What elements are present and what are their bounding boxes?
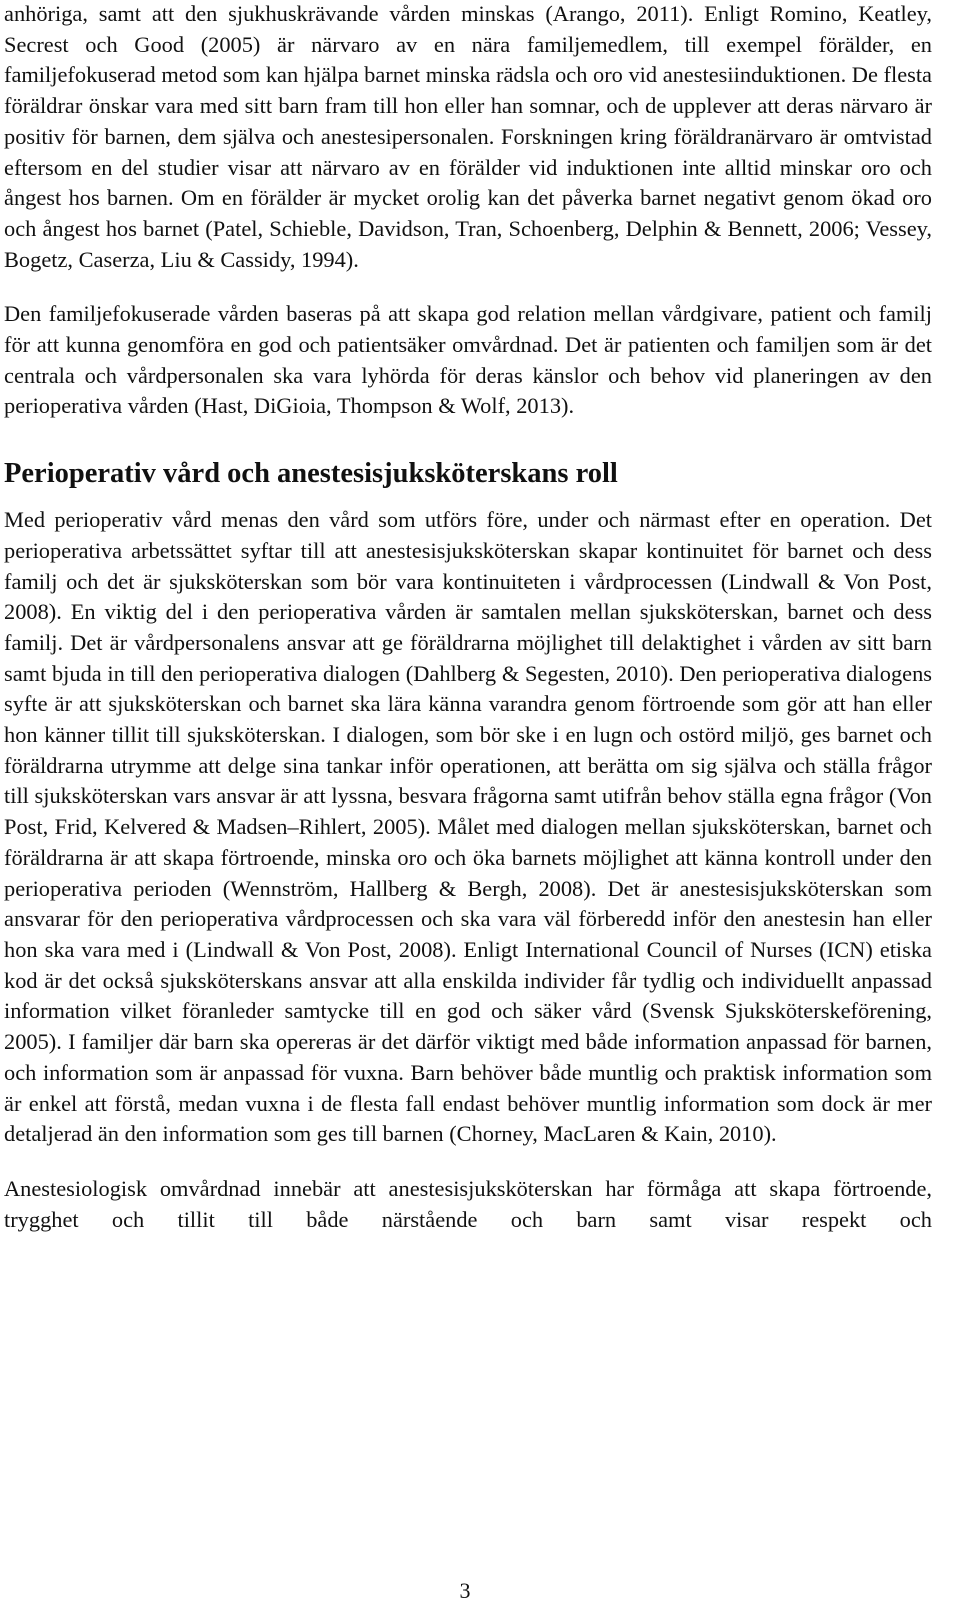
document-page [4, 0, 932, 1235]
page-number: 3 [459, 1578, 471, 1603]
body-paragraph: anhöriga, samt att den sjukhuskrävande vården minskas (Arango, 2011). Enligt Romino, Keatley, Secrest och Good (2005) är närvaro av en nära familjemedlem, till exempel förälder, en familjefokuserad metod som kan hjälpa barnet minska rädsla och oro vid anestesiinduktionen. De flesta föräldrar önskar vara med sitt barn fram till hon eller han somnar, och de upplever att deras närvaro är positiv för barnen, dem själva och anestesipersonalen. Forskningen kring föräldranärvaro är omtvistad eftersom en del studier visar att närvaro av en förälder vid induktionen inte alltid minskar oro och ångest hos barnen. Om en förälder är mycket orolig kan det påverka barnet negativt genom ökad oro och ångest hos barnet (Patel, Schieble, Davidson, Tran, Schoenberg, Delphin & Bennett, 2006; Vessey, Bogetz, Caserza, Liu & Cassidy, 1994). [4, 1, 932, 272]
body-paragraph: Anestesiologisk omvårdnad innebär att anestesisjuksköterskan har förmåga att skapa förtroende, trygghet och tillit till både närstående och barn samt visar respekt och [4, 1175, 932, 1232]
body-paragraph: Med perioperativ vård menas den vård som utförs före, under och närmast efter en operation. Det perioperativa arbetssättet syftar till att anestesisjuksköterskan skapar kontinuitet för barnet och dess familj och det är sjuksköterskan som bör vara kontinuiteten i vårdprocessen (Lindwall & Von Post, 2008). En viktig del i den perioperativa vården är samtalen mellan sjuksköterskan, barnet och dess familj. Det är vårdpersonalens ansvar att ge föräldrarna möjlighet till delaktighet i vården av sitt barn samt bjuda in till den perioperativa dialogen (Dahlberg & Segesten, 2010). Den perioperativa dialogens syfte är att sjuksköterskan och barnet ska lära känna varandra genom förtroende som gör att han eller hon känner tillit till sjuksköterskan. I dialogen, som bör ske i en lugn och ostörd miljö, ges barnet och föräldrarna utrymme att delge sina tankar inför operationen, att berätta om sig själva och ställa frågor till sjuksköterskan vars ansvar är att lyssna, besvara frågorna samt utifrån behov ställa egna frågor (Von Post, Frid, Kelvered & Madsen–Rihlert, 2005). Målet med dialogen mellan sjuksköterskan, barnet och föräldrarna är att skapa förtroende, minska oro och öka barnets möjlighet att känna kontroll under den perioperativa perioden (Wennström, Hallberg & Bergh, 2008). Det är anestesisjuksköterskan som ansvarar för den perioperativa vårdprocessen och ska vara väl förberedd inför den anestesin han eller hon ska vara med i (Lindwall & Von Post, 2008). Enligt International Council of Nurses (ICN) etiska kod är det också sjuksköterskans ansvar att alla enskilda individer får tydlig och individuellt anpassad information vilket föranleder samtycke till en god och säker vård (Svensk Sjuksköterskeförening, 2005). I familjer där barn ska opereras är det därför viktigt med både information anpassad för barnen, och information som är anpassad för vuxna. Barn behöver både muntlig och praktisk information som är enkel att förstå, medan vuxna i de flesta fall endast behöver muntlig information som dock är mer detaljerad än den information som ges till barnen (Chorney, MacLaren & Kain, 2010). [4, 507, 932, 1147]
section-heading: Perioperativ vård och anestesisjuksköterskans roll [4, 458, 618, 490]
body-paragraph: Den familjefokuserade vården baseras på att skapa god relation mellan vårdgivare, patient och familj för att kunna genomföra en god och patientsäker omvårdnad. Det är patienten och familjen som är det centrala och vårdpersonalen ska vara lyhörda för deras känslor och behov vid planeringen av den perioperativa vården (Hast, DiGioia, Thompson & Wolf, 2013). [4, 301, 932, 419]
